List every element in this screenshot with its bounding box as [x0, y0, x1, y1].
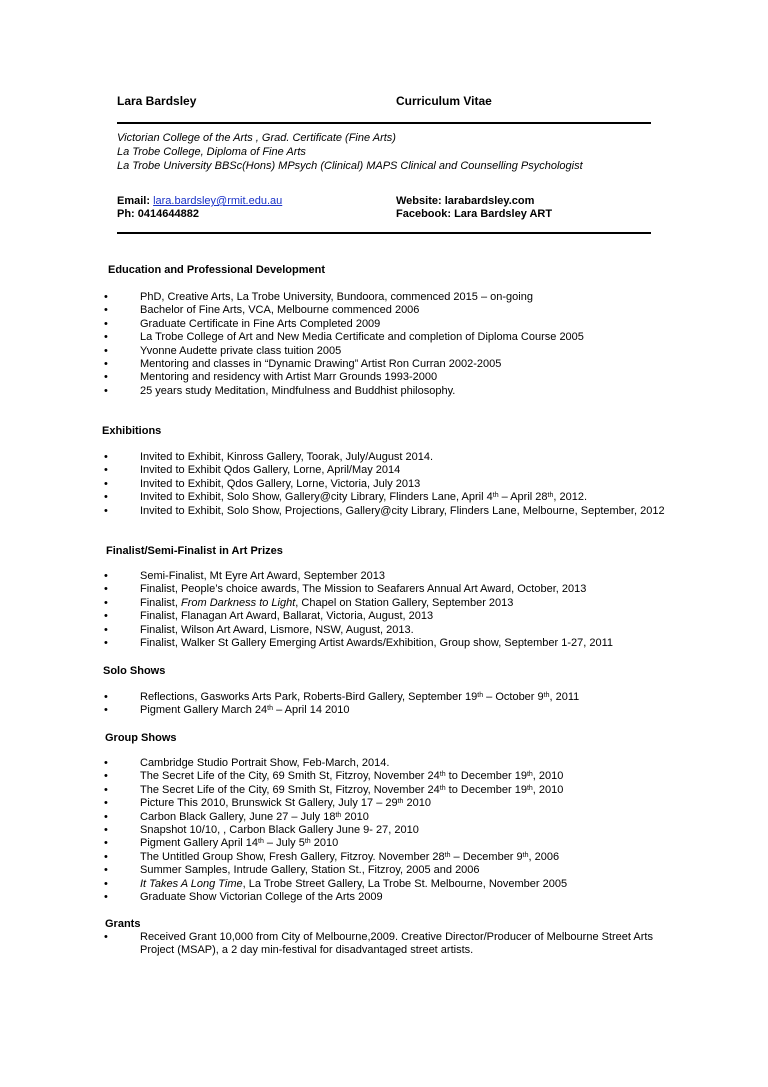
list-item: • Reflections, Gasworks Arts Park, Roberts-Bird Gallery, September 19th – October 9th, 2011: [104, 691, 580, 703]
list-item: • The Secret Life of the City, 69 Smith St, Fitzroy, November 24th to December 19th, 2010: [104, 770, 564, 783]
phone-line: Ph: 0414644882: [117, 208, 199, 220]
email-label: Email:: [117, 195, 154, 207]
list-item: • Graduate Certificate in Fine Arts Completed 2009: [104, 317, 381, 330]
list-item: • 25 years study Meditation, Mindfulness and Buddhist philosophy.: [104, 384, 456, 397]
education-heading: Education and Professional Development: [108, 264, 325, 276]
list-item: • Finalist, Wilson Art Award, Lismore, NSW, August, 2013.: [104, 623, 414, 636]
email-line: [117, 195, 282, 208]
list-item: • Invited to Exhibit, Solo Show, Projections, Gallery@city Library, Flinders Lane, Melbourne, September, 2012: [104, 504, 665, 517]
education-list: [0, 291, 768, 398]
list-item: • La Trobe College of Art and New Media Certificate and completion of Diploma Course 2005: [104, 331, 584, 344]
list-item: • The Untitled Group Show, Fresh Gallery, Fitzroy. November 28th – December 9th, 2006: [104, 850, 560, 863]
exhibitions-heading: Exhibitions: [102, 425, 162, 437]
solo-shows-heading: Solo Shows: [103, 665, 166, 677]
list-item: • Mentoring and residency with Artist Marr Grounds 1993-2000: [104, 371, 438, 384]
list-item: • Summer Samples, Intrude Gallery, Station St., Fitzroy, 2005 and 2006: [104, 864, 480, 877]
list-item: • Received Grant 10,000 from City of Melbourne,2009. Creative Director/Producer of Melbourne Street Arts: [104, 931, 653, 943]
list-item: • Finalist, Flanagan Art Award, Ballarat, Victoria, August, 2013: [104, 610, 434, 623]
solo-shows-list: [0, 691, 768, 718]
grants-heading: Grants: [105, 918, 141, 930]
list-item: • Finalist, From Darkness to Light, Chapel on Station Gallery, September 2013: [104, 596, 514, 609]
list-item: • Pigment Gallery April 14th – July 5th 2010: [104, 837, 339, 850]
list-item: • Snapshot 10/10, , Carbon Black Gallery June 9- 27, 2010: [104, 823, 419, 836]
list-item: • PhD, Creative Arts, La Trobe University, Bundoora, commenced 2015 – on-going: [104, 291, 533, 303]
qualification-latrobe-university: La Trobe University BBSc(Hons) MPsych (Clinical) MAPS Clinical and Counselling Psychologist: [117, 160, 583, 172]
qualification-latrobe-college: La Trobe College, Diploma of Fine Arts: [117, 146, 306, 158]
list-item: • Finalist, Walker St Gallery Emerging Artist Awards/Exhibition, Group show, September 1-27, 2011: [104, 636, 614, 649]
list-item-continuation: Project (MSAP), a 2 day min-festival for disadvantaged street artists.: [140, 944, 474, 957]
list-item: • The Secret Life of the City, 69 Smith St, Fitzroy, November 24th to December 19th, 2010: [104, 783, 564, 796]
list-item: • Invited to Exhibit, Qdos Gallery, Lorne, Victoria, July 2013: [104, 477, 421, 490]
list-item: • It Takes A Long Time, La Trobe Street Gallery, La Trobe St. Melbourne, November 2005: [104, 877, 568, 890]
grants-list: [0, 931, 768, 958]
list-item: • Invited to Exhibit Qdos Gallery, Lorne, April/May 2014: [104, 464, 401, 477]
group-shows-list: [0, 757, 768, 904]
list-item: • Pigment Gallery March 24th – April 14 2010: [104, 704, 350, 717]
prizes-list: [0, 570, 768, 650]
qualification-vca: Victorian College of the Arts , Grad. Certificate (Fine Arts): [117, 132, 396, 144]
facebook-line: Facebook: Lara Bardsley ART: [396, 208, 553, 220]
list-item: • Carbon Black Gallery, June 27 – July 18th 2010: [104, 810, 369, 823]
email-link[interactable]: lara.bardsley@rmit.edu.au: [153, 195, 283, 207]
list-item: • Yvonne Audette private class tuition 2005: [104, 344, 342, 357]
cv-title: Curriculum Vitae: [396, 94, 492, 108]
list-item: • Mentoring and classes in “Dynamic Drawing” Artist Ron Curran 2002-2005: [104, 357, 502, 370]
list-item: • Bachelor of Fine Arts, VCA, Melbourne commenced 2006: [104, 304, 420, 317]
cv-name: Lara Bardsley: [117, 94, 197, 108]
prizes-heading: Finalist/Semi-Finalist in Art Prizes: [106, 545, 283, 557]
list-item: • Invited to Exhibit, Solo Show, Gallery@city Library, Flinders Lane, April 4th – April 28th, 2012.: [104, 491, 587, 504]
header-bottom-rule: [117, 232, 651, 234]
list-item: • Finalist, People’s choice awards, The Mission to Seafarers Annual Art Award, October, 2013: [104, 583, 587, 596]
exhibitions-list: [0, 451, 768, 518]
website-line: Website: larabardsley.com: [396, 195, 535, 207]
list-item: • Graduate Show Victorian College of the Arts 2009: [104, 890, 383, 903]
group-shows-heading: Group Shows: [105, 732, 177, 744]
list-item: • Semi-Finalist, Mt Eyre Art Award, September 2013: [104, 570, 385, 582]
list-item: • Picture This 2010, Brunswick St Gallery, July 17 – 29th 2010: [104, 797, 431, 810]
list-item: • Cambridge Studio Portrait Show, Feb-March, 2014.: [104, 757, 390, 769]
list-item: • Invited to Exhibit, Kinross Gallery, Toorak, July/August 2014.: [104, 451, 434, 463]
header-top-rule: [117, 122, 651, 124]
